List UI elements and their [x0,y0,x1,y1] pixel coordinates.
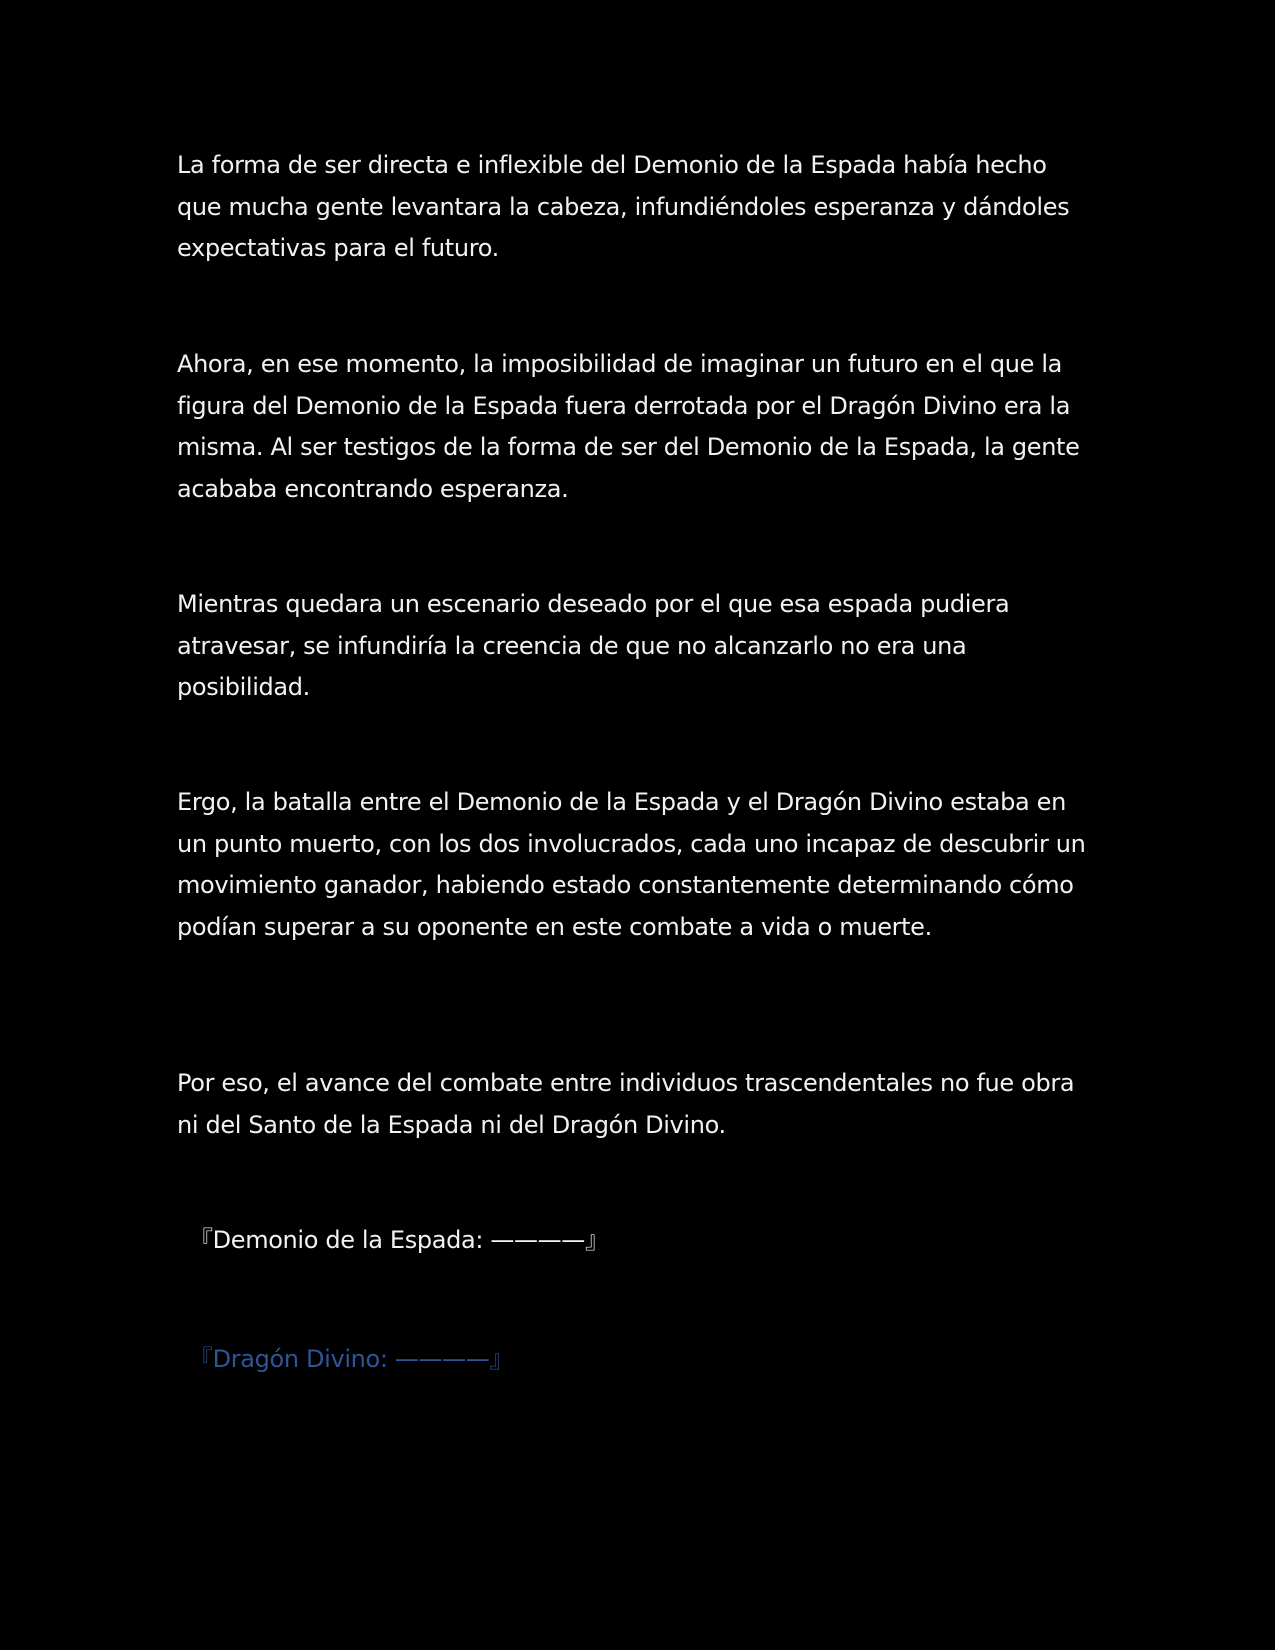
paragraph-3: Mientras quedara un escenario deseado por el que esa espada pudiera atravesar, se infundiría la creencia de que no alcanzarlo no era una posibilidad. [177,590,1010,701]
paragraph-2: Ahora, en ese momento, la imposibilidad de imaginar un futuro en el que la figura del Demonio de la Espada fuera derrotada por el Dragón Divino era la misma. Al ser testigos de la forma de ser del Demonio de la Espada, la gente acababa encontrando esperanza. [177,350,1080,503]
paragraph-1: La forma de ser directa e inflexible del Demonio de la Espada había hecho que mucha gente levantara la cabeza, infundiéndoles esperanza y dándoles expectativas para el futuro. [177,151,1070,262]
dialogue-divine-dragon: 『Dragón Divino: ————』 [189,1345,514,1373]
paragraph-5: Por eso, el avance del combate entre individuos trascendentales no fue obra ni del Santo de la Espada ni del Dragón Divino. [177,1069,1075,1139]
dialogue-sword-demon: 『Demonio de la Espada: ————』 [189,1226,609,1254]
paragraph-4: Ergo, la batalla entre el Demonio de la Espada y el Dragón Divino estaba en un punto muerto, con los dos involucrados, cada uno incapaz de descubrir un movimiento ganador, habiendo estado constantemente determinando cómo podían superar a su oponente en este combate a vida o muerte. [177,788,1086,941]
